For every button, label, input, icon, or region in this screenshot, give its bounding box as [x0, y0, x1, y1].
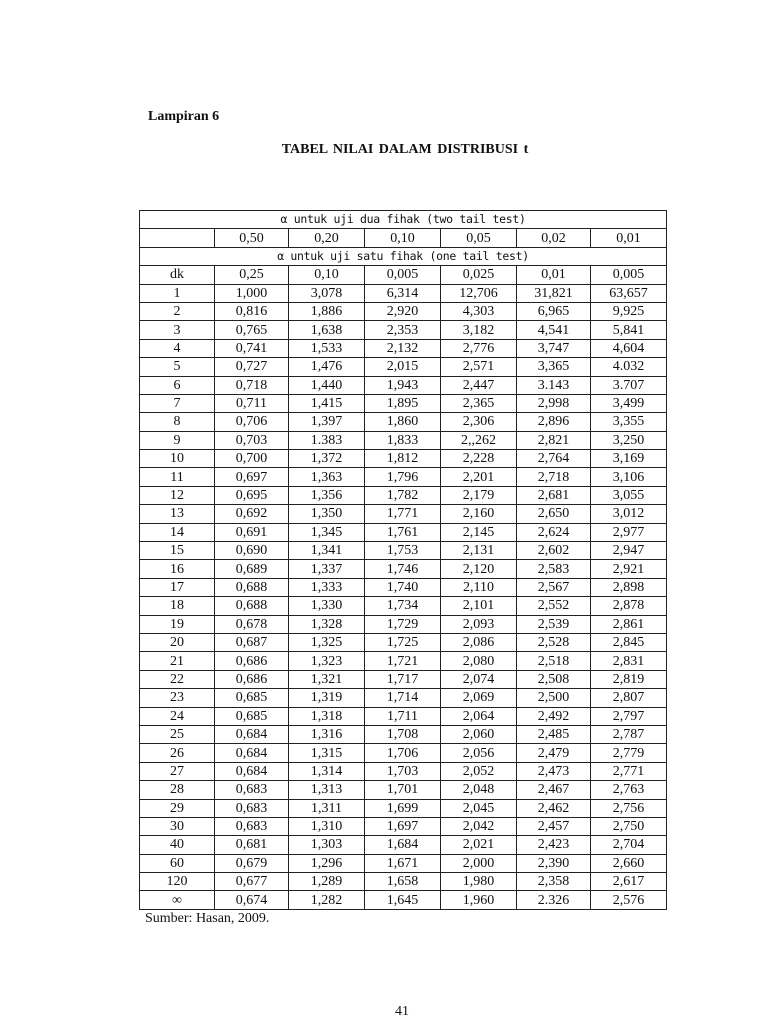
t-value-cell: 2,878: [591, 597, 667, 615]
df-cell: 10: [140, 450, 215, 468]
t-value-cell: 2,750: [591, 817, 667, 835]
t-value-cell: 2,650: [517, 505, 591, 523]
t-value-cell: 1,328: [289, 615, 365, 633]
t-distribution-table: [139, 210, 667, 910]
t-value-cell: 0,700: [215, 450, 289, 468]
df-cell: 15: [140, 542, 215, 560]
t-value-cell: 1,860: [365, 413, 441, 431]
t-value-cell: 0,689: [215, 560, 289, 578]
df-cell: 12: [140, 486, 215, 504]
t-value-cell: 2,779: [591, 744, 667, 762]
t-value-cell: 0,741: [215, 339, 289, 357]
table-row: [140, 689, 667, 707]
t-value-cell: 2,086: [441, 633, 517, 651]
df-cell: 13: [140, 505, 215, 523]
t-value-cell: 0,684: [215, 725, 289, 743]
df-cell: 7: [140, 394, 215, 412]
table-row: [140, 836, 667, 854]
t-value-cell: 0,685: [215, 689, 289, 707]
t-value-cell: 2,228: [441, 450, 517, 468]
table-row: [140, 542, 667, 560]
t-value-cell: 2,358: [517, 873, 591, 891]
t-value-cell: 2,861: [591, 615, 667, 633]
df-cell: 19: [140, 615, 215, 633]
table-row: [140, 413, 667, 431]
appendix-label: Lampiran 6: [148, 109, 220, 124]
t-value-cell: 2,602: [517, 542, 591, 560]
t-value-cell: 2,539: [517, 615, 591, 633]
one-tail-value: 0,005: [591, 266, 667, 284]
t-value-cell: 1,363: [289, 468, 365, 486]
t-value-cell: 3,106: [591, 468, 667, 486]
t-value-cell: 2,473: [517, 762, 591, 780]
t-value-cell: 0,686: [215, 652, 289, 670]
df-cell: 11: [140, 468, 215, 486]
t-value-cell: 3,499: [591, 394, 667, 412]
table-row: [140, 781, 667, 799]
two-tail-value: 0,50: [215, 229, 289, 247]
t-value-cell: 4,303: [441, 302, 517, 320]
t-value-cell: 0,679: [215, 854, 289, 872]
t-value-cell: 2,567: [517, 578, 591, 596]
t-value-cell: 2,101: [441, 597, 517, 615]
df-cell: 6: [140, 376, 215, 394]
t-value-cell: 0,690: [215, 542, 289, 560]
t-value-cell: 3,365: [517, 358, 591, 376]
t-value-cell: 1,761: [365, 523, 441, 541]
t-value-cell: 2,390: [517, 854, 591, 872]
df-cell: 27: [140, 762, 215, 780]
df-cell: 9: [140, 431, 215, 449]
t-value-cell: 2,110: [441, 578, 517, 596]
t-value-cell: 1,313: [289, 781, 365, 799]
t-value-cell: 2,,262: [441, 431, 517, 449]
t-value-cell: 3.143: [517, 376, 591, 394]
t-value-cell: 1,721: [365, 652, 441, 670]
table-row: [140, 707, 667, 725]
df-cell: 21: [140, 652, 215, 670]
t-value-cell: 3,078: [289, 284, 365, 302]
t-value-cell: 3,250: [591, 431, 667, 449]
df-cell: ∞: [140, 891, 215, 909]
df-cell: 24: [140, 707, 215, 725]
t-value-cell: 4,604: [591, 339, 667, 357]
table-row: [140, 358, 667, 376]
t-value-cell: 1,740: [365, 578, 441, 596]
t-value-cell: 2,583: [517, 560, 591, 578]
t-value-cell: 1,356: [289, 486, 365, 504]
t-value-cell: 1,753: [365, 542, 441, 560]
t-value-cell: 3.707: [591, 376, 667, 394]
t-value-cell: 1,796: [365, 468, 441, 486]
df-cell: 29: [140, 799, 215, 817]
t-value-cell: 1,330: [289, 597, 365, 615]
t-value-cell: 1,000: [215, 284, 289, 302]
t-value-cell: 9,925: [591, 302, 667, 320]
t-value-cell: 2,896: [517, 413, 591, 431]
table-row: [140, 560, 667, 578]
table-row: [140, 578, 667, 596]
t-value-cell: 2,485: [517, 725, 591, 743]
df-cell: 22: [140, 670, 215, 688]
df-header: dk: [140, 266, 215, 284]
table-row: [140, 725, 667, 743]
t-value-cell: 1,440: [289, 376, 365, 394]
table-row: [140, 431, 667, 449]
two-tail-value: 0,20: [289, 229, 365, 247]
table-row: [140, 762, 667, 780]
t-value-cell: 3,355: [591, 413, 667, 431]
t-value-cell: 1,943: [365, 376, 441, 394]
table-row: [140, 615, 667, 633]
t-value-cell: 2,763: [591, 781, 667, 799]
t-value-cell: 0,684: [215, 762, 289, 780]
t-value-cell: 2,819: [591, 670, 667, 688]
t-value-cell: 0,684: [215, 744, 289, 762]
df-cell: 60: [140, 854, 215, 872]
t-value-cell: 2,764: [517, 450, 591, 468]
t-value-cell: 2,160: [441, 505, 517, 523]
t-value-cell: 0,703: [215, 431, 289, 449]
t-value-cell: 0,686: [215, 670, 289, 688]
t-value-cell: 2,353: [365, 321, 441, 339]
t-value-cell: 0,688: [215, 578, 289, 596]
t-value-cell: 1,303: [289, 836, 365, 854]
t-value-cell: 1,658: [365, 873, 441, 891]
t-value-cell: 2,704: [591, 836, 667, 854]
t-value-cell: 0,691: [215, 523, 289, 541]
t-value-cell: 1,337: [289, 560, 365, 578]
t-value-cell: 2,074: [441, 670, 517, 688]
t-value-cell: 4.032: [591, 358, 667, 376]
t-value-cell: 2,042: [441, 817, 517, 835]
table-row: [140, 652, 667, 670]
table-row: [140, 799, 667, 817]
t-value-cell: 1,319: [289, 689, 365, 707]
t-value-cell: 1,711: [365, 707, 441, 725]
t-value-cell: 0,683: [215, 799, 289, 817]
t-value-cell: 2,064: [441, 707, 517, 725]
t-value-cell: 2,492: [517, 707, 591, 725]
t-value-cell: 0,681: [215, 836, 289, 854]
t-value-cell: 0,765: [215, 321, 289, 339]
df-cell: 30: [140, 817, 215, 835]
df-cell: 20: [140, 633, 215, 651]
table-row: [140, 339, 667, 357]
t-value-cell: 1,771: [365, 505, 441, 523]
t-value-cell: 1,476: [289, 358, 365, 376]
t-value-cell: 63,657: [591, 284, 667, 302]
t-value-cell: 2,500: [517, 689, 591, 707]
t-value-cell: 1,699: [365, 799, 441, 817]
page-title: TABEL NILAI DALAM DISTRIBUSI t: [281, 142, 529, 157]
df-cell: 18: [140, 597, 215, 615]
t-value-cell: 1,315: [289, 744, 365, 762]
t-value-cell: 2,479: [517, 744, 591, 762]
two-tail-value: 0,05: [441, 229, 517, 247]
t-value-cell: 0,718: [215, 376, 289, 394]
table-row: [140, 744, 667, 762]
t-value-cell: 6,314: [365, 284, 441, 302]
t-value-cell: 1,833: [365, 431, 441, 449]
table-row: [140, 486, 667, 504]
t-value-cell: 1,697: [365, 817, 441, 835]
one-tail-value: 0,005: [365, 266, 441, 284]
t-value-cell: 1,325: [289, 633, 365, 651]
t-value-cell: 2,771: [591, 762, 667, 780]
t-value-cell: 1,886: [289, 302, 365, 320]
df-cell: 3: [140, 321, 215, 339]
t-value-cell: 1,333: [289, 578, 365, 596]
two-tail-caption-row: [140, 211, 667, 229]
t-value-cell: 1,397: [289, 413, 365, 431]
t-value-cell: 2,528: [517, 633, 591, 651]
t-value-cell: 1,729: [365, 615, 441, 633]
t-value-cell: 2,571: [441, 358, 517, 376]
t-value-cell: 2,756: [591, 799, 667, 817]
t-value-cell: 2,776: [441, 339, 517, 357]
t-value-cell: 2,052: [441, 762, 517, 780]
t-value-cell: 2,467: [517, 781, 591, 799]
t-value-cell: 2,131: [441, 542, 517, 560]
t-value-cell: 2,021: [441, 836, 517, 854]
t-value-cell: 1,706: [365, 744, 441, 762]
table-body: [140, 211, 667, 910]
t-value-cell: 2,518: [517, 652, 591, 670]
t-value-cell: 0,685: [215, 707, 289, 725]
t-value-cell: 1,960: [441, 891, 517, 909]
t-value-cell: 1,980: [441, 873, 517, 891]
t-value-cell: 2,821: [517, 431, 591, 449]
table-row: [140, 523, 667, 541]
t-value-cell: 1,415: [289, 394, 365, 412]
t-value-cell: 2,977: [591, 523, 667, 541]
t-value-cell: 1,321: [289, 670, 365, 688]
df-cell: 2: [140, 302, 215, 320]
t-value-cell: 2,898: [591, 578, 667, 596]
two-tail-value: 0,10: [365, 229, 441, 247]
df-cell: 14: [140, 523, 215, 541]
t-value-cell: 2,845: [591, 633, 667, 651]
table-row: [140, 817, 667, 835]
t-value-cell: 1,782: [365, 486, 441, 504]
t-value-cell: 1,341: [289, 542, 365, 560]
df-cell: 25: [140, 725, 215, 743]
two-tail-caption: α untuk uji dua fihak (two tail test): [140, 211, 667, 229]
t-value-cell: 2,080: [441, 652, 517, 670]
t-value-cell: 2,462: [517, 799, 591, 817]
one-tail-value: 0,01: [517, 266, 591, 284]
two-tail-value: 0,02: [517, 229, 591, 247]
t-value-cell: 2,508: [517, 670, 591, 688]
t-value-cell: 1,323: [289, 652, 365, 670]
t-value-cell: 1,645: [365, 891, 441, 909]
t-value-cell: 2,132: [365, 339, 441, 357]
t-value-cell: 1,289: [289, 873, 365, 891]
table-row: [140, 376, 667, 394]
t-value-cell: 1,717: [365, 670, 441, 688]
t-value-cell: 0,687: [215, 633, 289, 651]
t-value-cell: 2,921: [591, 560, 667, 578]
t-value-cell: 1,725: [365, 633, 441, 651]
t-value-cell: 1,812: [365, 450, 441, 468]
table-row: [140, 394, 667, 412]
t-value-cell: 1,310: [289, 817, 365, 835]
t-value-cell: 2,947: [591, 542, 667, 560]
t-value-cell: 1,746: [365, 560, 441, 578]
two-tail-value: 0,01: [591, 229, 667, 247]
t-value-cell: 2,797: [591, 707, 667, 725]
page-number: 41: [395, 1004, 409, 1019]
one-tail-caption: α untuk uji satu fihak (one tail test): [140, 247, 667, 265]
table-row: [140, 670, 667, 688]
df-cell: 17: [140, 578, 215, 596]
one-tail-value: 0,25: [215, 266, 289, 284]
t-value-cell: 2,617: [591, 873, 667, 891]
t-value-cell: 2,552: [517, 597, 591, 615]
t-value-cell: 6,965: [517, 302, 591, 320]
t-value-cell: 1,895: [365, 394, 441, 412]
table-row: [140, 284, 667, 302]
t-value-cell: 2,998: [517, 394, 591, 412]
df-cell: 120: [140, 873, 215, 891]
t-value-cell: 1,638: [289, 321, 365, 339]
t-value-cell: 0,683: [215, 817, 289, 835]
t-value-cell: 2,447: [441, 376, 517, 394]
df-cell: 5: [140, 358, 215, 376]
table-row: [140, 302, 667, 320]
header-row: [140, 266, 667, 284]
t-value-cell: 3,182: [441, 321, 517, 339]
t-value-cell: 2,365: [441, 394, 517, 412]
table-row: [140, 633, 667, 651]
t-value-cell: 2,681: [517, 486, 591, 504]
t-value-cell: 1,734: [365, 597, 441, 615]
t-value-cell: 2,457: [517, 817, 591, 835]
t-value-cell: 2,306: [441, 413, 517, 431]
t-value-cell: 2,069: [441, 689, 517, 707]
t-value-cell: 2,201: [441, 468, 517, 486]
t-value-cell: 1,350: [289, 505, 365, 523]
df-cell: 16: [140, 560, 215, 578]
blank-cell: [140, 229, 215, 247]
t-value-cell: 2,145: [441, 523, 517, 541]
t-value-cell: 1,714: [365, 689, 441, 707]
t-value-cell: 1,533: [289, 339, 365, 357]
t-value-cell: 1,316: [289, 725, 365, 743]
t-value-cell: 3,055: [591, 486, 667, 504]
t-value-cell: 2.326: [517, 891, 591, 909]
t-value-cell: 1,372: [289, 450, 365, 468]
df-cell: 4: [140, 339, 215, 357]
t-value-cell: 1,708: [365, 725, 441, 743]
table-row: [140, 891, 667, 909]
t-value-cell: 0,706: [215, 413, 289, 431]
t-value-cell: 2,093: [441, 615, 517, 633]
t-value-cell: 2,045: [441, 799, 517, 817]
two-tail-values-row: [140, 229, 667, 247]
t-value-cell: 0,711: [215, 394, 289, 412]
df-cell: 1: [140, 284, 215, 302]
t-value-cell: 2,787: [591, 725, 667, 743]
t-value-cell: 2,056: [441, 744, 517, 762]
t-value-cell: 2,920: [365, 302, 441, 320]
t-value-cell: 1,701: [365, 781, 441, 799]
t-value-cell: 2,718: [517, 468, 591, 486]
t-value-cell: 1.383: [289, 431, 365, 449]
table-row: [140, 450, 667, 468]
t-value-cell: 0,695: [215, 486, 289, 504]
df-cell: 40: [140, 836, 215, 854]
t-value-cell: 1,318: [289, 707, 365, 725]
t-value-cell: 12,706: [441, 284, 517, 302]
t-value-cell: 1,703: [365, 762, 441, 780]
one-tail-caption-row: [140, 247, 667, 265]
t-value-cell: 0,688: [215, 597, 289, 615]
t-value-cell: 3,012: [591, 505, 667, 523]
df-cell: 26: [140, 744, 215, 762]
t-value-cell: 0,697: [215, 468, 289, 486]
t-value-cell: 0,674: [215, 891, 289, 909]
t-value-cell: 0,816: [215, 302, 289, 320]
df-cell: 23: [140, 689, 215, 707]
t-value-cell: 4,541: [517, 321, 591, 339]
one-tail-value: 0,10: [289, 266, 365, 284]
source-note: Sumber: Hasan, 2009.: [145, 911, 270, 926]
one-tail-value: 0,025: [441, 266, 517, 284]
table-row: [140, 873, 667, 891]
t-value-cell: 2,000: [441, 854, 517, 872]
t-value-cell: 2,015: [365, 358, 441, 376]
df-cell: 8: [140, 413, 215, 431]
table-row: [140, 854, 667, 872]
t-value-cell: 2,660: [591, 854, 667, 872]
table-row: [140, 505, 667, 523]
table-row: [140, 468, 667, 486]
t-value-cell: 2,120: [441, 560, 517, 578]
t-value-cell: 1,345: [289, 523, 365, 541]
t-value-cell: 3,747: [517, 339, 591, 357]
table-row: [140, 597, 667, 615]
t-value-cell: 1,311: [289, 799, 365, 817]
df-cell: 28: [140, 781, 215, 799]
t-value-cell: 0,678: [215, 615, 289, 633]
t-value-cell: 2,624: [517, 523, 591, 541]
t-value-cell: 2,831: [591, 652, 667, 670]
t-value-cell: 0,692: [215, 505, 289, 523]
t-value-cell: 5,841: [591, 321, 667, 339]
t-value-cell: 2,807: [591, 689, 667, 707]
t-value-cell: 1,684: [365, 836, 441, 854]
t-value-cell: 2,048: [441, 781, 517, 799]
table-row: [140, 321, 667, 339]
t-value-cell: 2,060: [441, 725, 517, 743]
t-value-cell: 1,296: [289, 854, 365, 872]
t-value-cell: 0,727: [215, 358, 289, 376]
t-value-cell: 3,169: [591, 450, 667, 468]
t-value-cell: 0,683: [215, 781, 289, 799]
t-value-cell: 1,282: [289, 891, 365, 909]
t-value-cell: 1,314: [289, 762, 365, 780]
t-value-cell: 1,671: [365, 854, 441, 872]
t-value-cell: 2,576: [591, 891, 667, 909]
t-value-cell: 31,821: [517, 284, 591, 302]
t-value-cell: 0,677: [215, 873, 289, 891]
t-value-cell: 2,179: [441, 486, 517, 504]
t-value-cell: 2,423: [517, 836, 591, 854]
